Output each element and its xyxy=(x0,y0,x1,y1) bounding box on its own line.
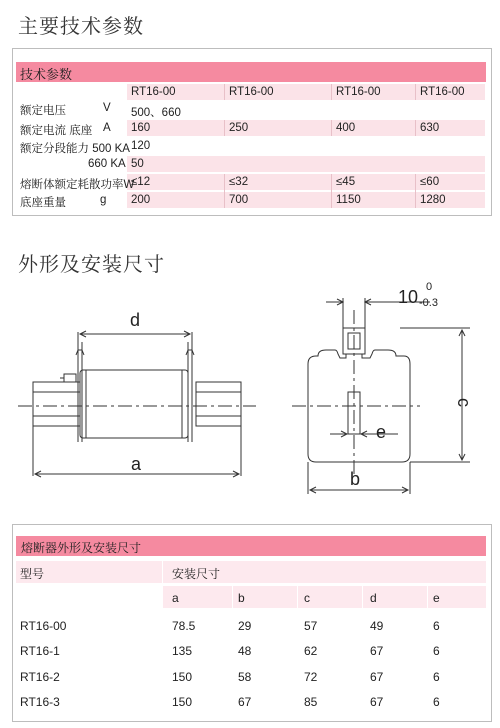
dim-col-a: a xyxy=(172,591,179,605)
table-cell: 6 xyxy=(433,670,440,684)
row-label-power-dissipation: 熔断体额定耗散功率W xyxy=(20,179,135,191)
table-cell: 78.5 xyxy=(172,619,196,633)
dim-col-d: d xyxy=(370,591,377,605)
value-current-4: 630 xyxy=(420,122,440,134)
section-title-dimensions: 外形及安装尺寸 xyxy=(18,254,165,276)
value-current-2: 250 xyxy=(229,122,249,134)
col-header-install-dims: 安装尺寸 xyxy=(172,567,221,581)
dim-label-c: c xyxy=(454,398,474,407)
dim-col-b: b xyxy=(238,591,245,605)
value-breaking-500: 120 xyxy=(131,140,151,152)
dims-subheader-bg xyxy=(16,561,486,583)
section-title-main-params: 主要技术参数 xyxy=(18,16,144,38)
table-row-model: RT16-00 xyxy=(20,619,67,633)
table-cell: 67 xyxy=(238,695,252,709)
dim-label-10: 10 xyxy=(398,287,419,307)
value-breaking-660: 50 xyxy=(131,158,144,170)
table-row-model: RT16-3 xyxy=(20,695,60,709)
value-power-1: ≤12 xyxy=(131,176,151,188)
table-cell: 58 xyxy=(238,670,252,684)
table-cell: 49 xyxy=(370,619,384,633)
params-table-title: 技术参数 xyxy=(20,67,73,82)
value-power-4: ≤60 xyxy=(420,176,440,188)
table-cell: 6 xyxy=(433,644,440,658)
table-cell: 150 xyxy=(172,670,193,684)
value-current-3: 400 xyxy=(336,122,356,134)
value-weight-2: 700 xyxy=(229,194,249,206)
value-weight-3: 1150 xyxy=(336,194,361,206)
dim-col-c: c xyxy=(304,591,310,605)
row-unit-rated-voltage: V xyxy=(103,102,111,114)
table-row-model: RT16-2 xyxy=(20,670,60,684)
dim-label-a: a xyxy=(131,454,142,474)
table-cell: 6 xyxy=(433,695,440,709)
dim-label-e: e xyxy=(376,422,387,442)
value-weight-1: 200 xyxy=(131,194,151,206)
col-header-model: 型号 xyxy=(20,567,45,581)
table-cell: 62 xyxy=(304,644,318,658)
left-end-cap xyxy=(33,382,80,426)
table-cell: 67 xyxy=(370,695,384,709)
row-label-rated-current: 额定电流 底座 xyxy=(20,125,93,137)
dim-col-e: e xyxy=(433,591,440,605)
row-label-breaking-660: 660 KA xyxy=(88,158,126,170)
row-label-rated-voltage: 额定电压 xyxy=(20,105,66,117)
row-label-base-weight: 底座重量 xyxy=(20,197,66,209)
value-power-2: ≤32 xyxy=(229,176,249,188)
table-cell: 85 xyxy=(304,695,318,709)
model-col-3: RT16-00 xyxy=(336,86,381,98)
fuse-body xyxy=(80,370,188,438)
table-cell: 29 xyxy=(238,619,252,633)
table-row-model: RT16-1 xyxy=(20,644,60,658)
dim-tol-up: 0 xyxy=(426,281,433,293)
value-weight-4: 1280 xyxy=(420,194,446,206)
table-cell: 72 xyxy=(304,670,318,684)
dimensions-table-header xyxy=(16,536,486,556)
dimensions-table-title: 熔断器外形及安装尺寸 xyxy=(21,541,142,555)
dim-tol-down: -0.3 xyxy=(419,297,438,309)
table-cell: 150 xyxy=(172,695,193,709)
table-cell: 67 xyxy=(370,644,384,658)
table-cell: 6 xyxy=(433,619,440,633)
row-label-breaking-500: 额定分段能力 500 KA xyxy=(20,143,130,155)
model-col-1: RT16-00 xyxy=(131,86,176,98)
table-cell: 135 xyxy=(172,644,193,658)
value-power-3: ≤45 xyxy=(336,176,356,188)
value-rated-voltage: 500、660 xyxy=(131,107,181,119)
row-bg-4 xyxy=(127,156,485,172)
model-col-4: RT16-00 xyxy=(420,86,465,98)
row-unit-base-weight: g xyxy=(100,194,107,206)
right-end-cap xyxy=(196,382,241,426)
model-col-2: RT16-00 xyxy=(229,86,274,98)
params-table-header xyxy=(16,62,486,82)
table-cell: 48 xyxy=(238,644,252,658)
row-unit-rated-current: A xyxy=(103,122,111,134)
table-cell: 57 xyxy=(304,619,318,633)
fuse-dimension-drawing xyxy=(0,280,500,500)
dim-label-d: d xyxy=(130,310,141,330)
dim-label-b: b xyxy=(350,469,361,489)
table-cell: 67 xyxy=(370,670,384,684)
value-current-1: 160 xyxy=(131,122,151,134)
